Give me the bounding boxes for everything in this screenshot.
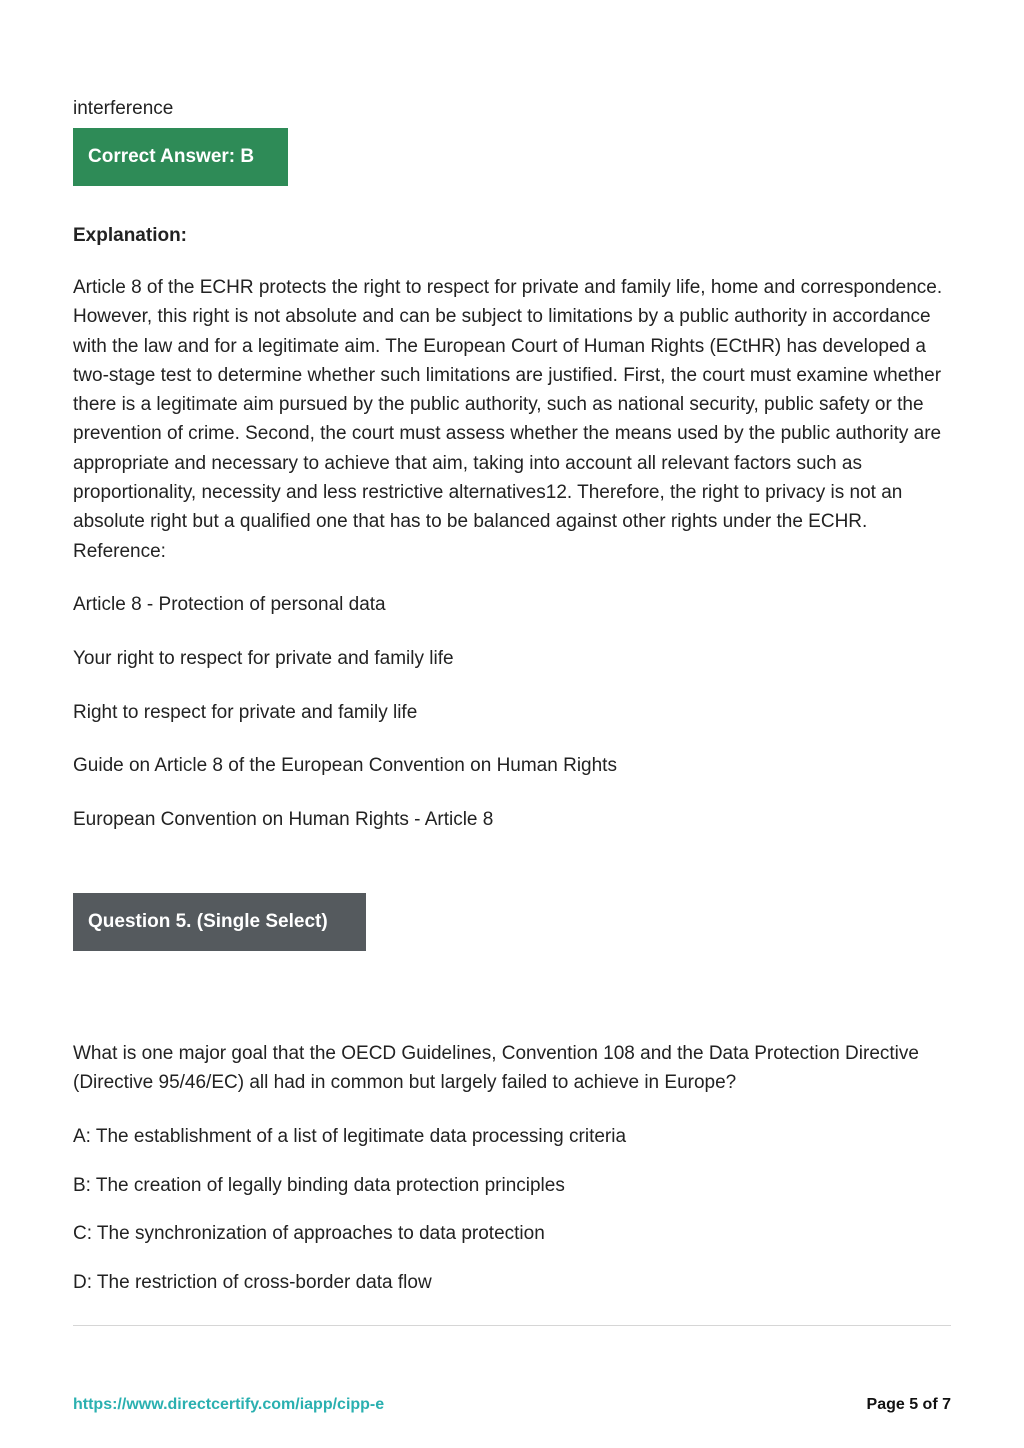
- option-c[interactable]: C: The synchronization of approaches to data protection: [73, 1223, 545, 1244]
- explanation-body: Article 8 of the ECHR protects the right to respect for private and family life, home and correspondence. However, this right is not absolute and can be subject to limitations by a public authority in accordance with the law and for a legitimate aim. The European Court of Human Rights (ECtHR) has developed a two-stage test to determine whether such limitations are justified. First, the court must examine whether there is a legitimate aim pursued by the public authority, such as national security, public safety or the prevention of crime. Second, the court must assess whether the means used by the public authority are appropriate and necessary to achieve that aim, taking into account all relevant factors such as proportionality, necessity and less restrictive alternatives12. Therefore, the right to privacy is not an absolute right but a qualified one that has to be balanced against other rights under the ECHR. Reference:: [73, 277, 943, 562]
- reference-item: Right to respect for private and family life: [73, 702, 418, 723]
- question-header: [73, 893, 366, 951]
- reference-item: Article 8 - Protection of personal data: [73, 594, 386, 615]
- footer-url-link[interactable]: https://www.directcertify.com/iapp/cipp-e: [73, 1396, 385, 1413]
- option-a[interactable]: A: The establishment of a list of legitimate data processing criteria: [73, 1126, 627, 1147]
- reference-item: Guide on Article 8 of the European Convention on Human Rights: [73, 755, 617, 776]
- question-header-label: Question 5. (Single Select): [88, 911, 328, 932]
- reference-item: European Convention on Human Rights - Article 8: [73, 809, 494, 830]
- correct-answer-badge: [73, 128, 288, 186]
- option-b[interactable]: B: The creation of legally binding data protection principles: [73, 1175, 565, 1196]
- page-number: Page 5 of 7: [866, 1396, 951, 1413]
- option-d[interactable]: D: The restriction of cross-border data flow: [73, 1272, 432, 1293]
- continuation-text: interference: [73, 98, 174, 119]
- explanation-heading: Explanation:: [73, 225, 188, 246]
- question-text: What is one major goal that the OECD Guidelines, Convention 108 and the Data Protection Directive (Directive 95/46/EC) all had in common but largely failed to achieve in Europe?: [73, 1043, 919, 1094]
- reference-item: Your right to respect for private and family life: [73, 648, 454, 669]
- footer-divider: [73, 1325, 951, 1326]
- correct-answer-label: Correct Answer: B: [88, 146, 255, 167]
